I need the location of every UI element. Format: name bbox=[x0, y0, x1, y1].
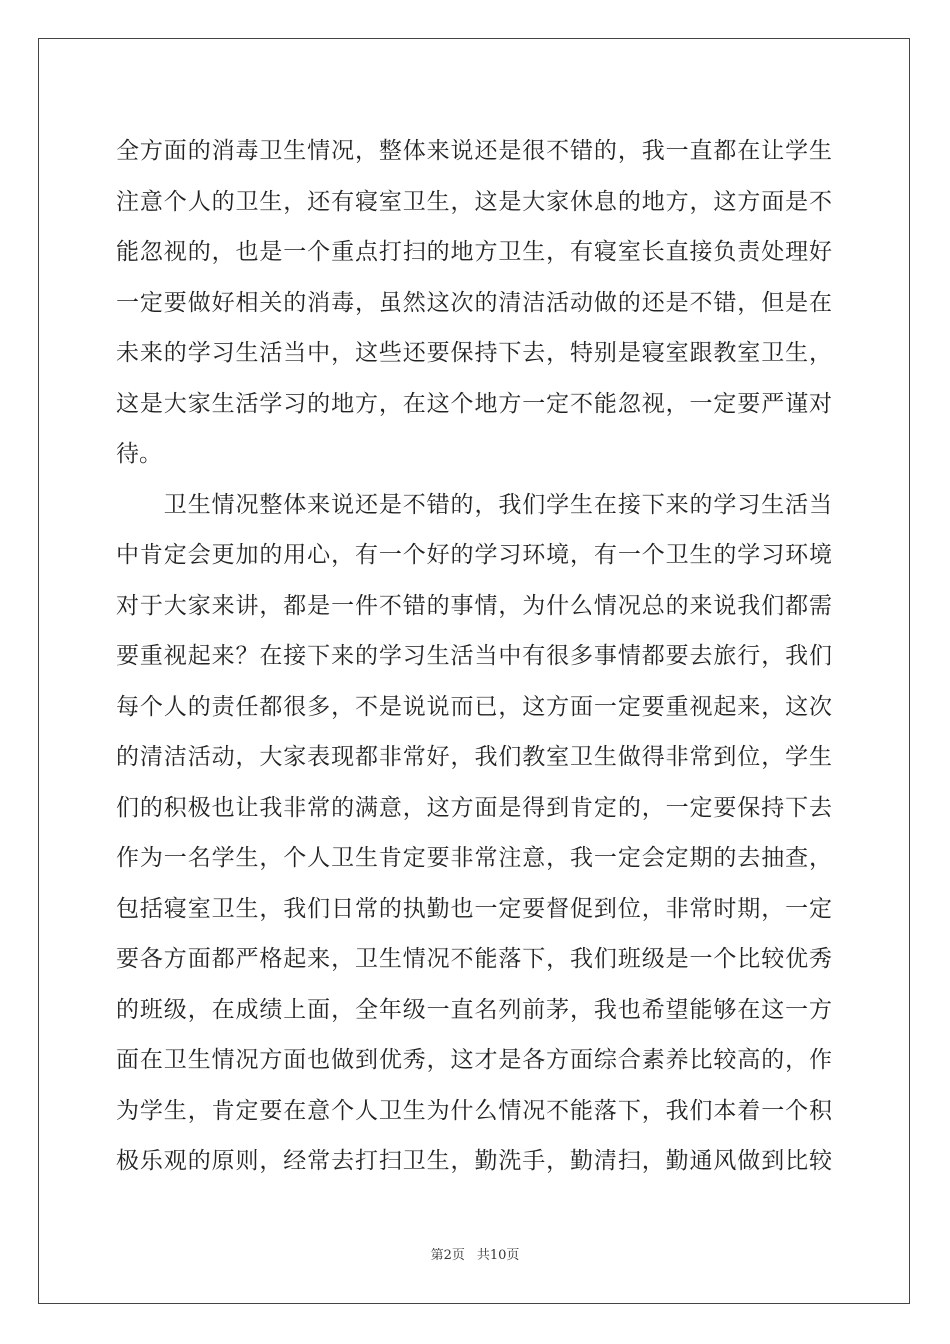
text-line: 面在卫生情况方面也做到优秀，这才是各方面综合素养比较高的，作 bbox=[116, 1047, 832, 1073]
text-line: 的清洁活动，大家表现都非常好，我们教室卫生做得非常到位，学生 bbox=[116, 744, 832, 770]
text-line: 待。 bbox=[116, 441, 162, 467]
text-line: 注意个人的卫生，还有寝室卫生，这是大家休息的地方，这方面是不 bbox=[116, 188, 832, 215]
text-line: 卫生情况整体来说还是不错的，我们学生在接下来的学习生活当 bbox=[116, 491, 832, 518]
text-line: 中肯定会更加的用心，有一个好的学习环境，有一个卫生的学习环境 bbox=[116, 542, 832, 568]
text-line: 能忽视的，也是一个重点打扫的地方卫生，有寝室长直接负责处理好 bbox=[116, 239, 832, 265]
text-line: 未来的学习生活当中，这些还要保持下去，特别是寝室跟教室卫生， bbox=[116, 340, 832, 366]
text-line: 的班级，在成绩上面，全年级一直名列前茅，我也希望能够在这一方 bbox=[116, 996, 832, 1023]
page-footer bbox=[0, 1244, 950, 1263]
page-number: 第2页 bbox=[430, 1248, 465, 1263]
text-line: 这是大家生活学习的地方，在这个地方一定不能忽视，一定要严谨对 bbox=[116, 390, 832, 417]
text-line: 为学生，肯定要在意个人卫生为什么情况不能落下，我们本着一个积 bbox=[116, 1097, 832, 1124]
text-line: 一定要做好相关的消毒，虽然这次的清洁活动做的还是不错，但是在 bbox=[116, 289, 832, 316]
text-line: 对于大家来讲，都是一件不错的事情，为什么情况总的来说我们都需 bbox=[116, 592, 832, 619]
document-body bbox=[116, 126, 832, 1187]
text-line: 包括寝室卫生，我们日常的执勤也一定要督促到位，非常时期，一定 bbox=[116, 895, 832, 922]
text-line: 要各方面都严格起来，卫生情况不能落下，我们班级是一个比较优秀 bbox=[116, 946, 832, 972]
text-line: 作为一名学生，个人卫生肯定要非常注意，我一定会定期的去抽查， bbox=[116, 845, 832, 871]
text-line: 要重视起来？在接下来的学习生活当中有很多事情都要去旅行，我们 bbox=[116, 643, 832, 669]
text-line: 每个人的责任都很多，不是说说而已，这方面一定要重视起来，这次 bbox=[116, 693, 832, 720]
text-line: 全方面的消毒卫生情况，整体来说还是很不错的，我一直都在让学生 bbox=[116, 138, 832, 164]
text-line: 们的积极也让我非常的满意，这方面是得到肯定的，一定要保持下去 bbox=[116, 794, 832, 821]
page-total: 共10页 bbox=[476, 1248, 520, 1263]
text-line: 极乐观的原则，经常去打扫卫生，勤洗手，勤清扫，勤通风做到比较 bbox=[116, 1148, 832, 1174]
